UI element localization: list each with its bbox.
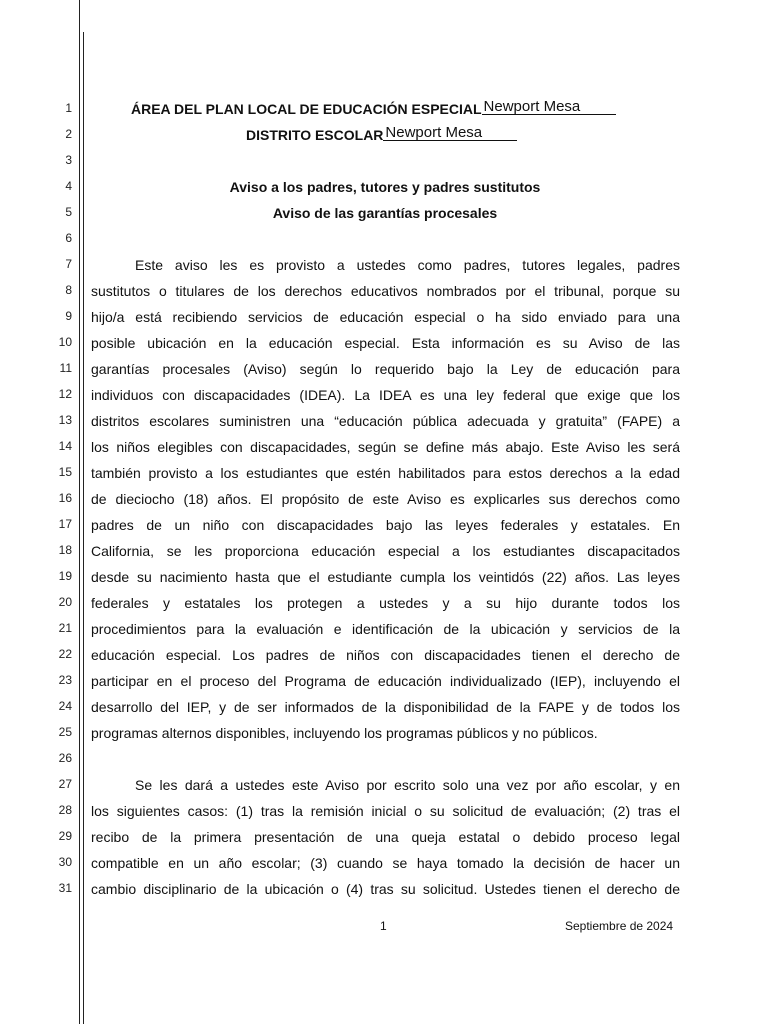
line-number: 5	[65, 205, 72, 219]
line-number: 21	[58, 621, 72, 635]
body-line: los siguientes casos: (1) tras la remisión inicial o su solicitud de evaluación; (2) tras el	[91, 803, 680, 819]
area-label: ÁREA DEL PLAN LOCAL DE EDUCACIÓN ESPECIAL	[131, 101, 482, 117]
line-number: 2	[65, 127, 72, 141]
left-margin-rule-inner	[83, 32, 84, 1024]
body-line: educación especial. Los padres de niños con discapacidades tienen el derecho de	[91, 647, 680, 663]
body-line: participar en el proceso del Programa de educación individualizado (IEP), incluyendo el	[91, 673, 680, 689]
line-number: 9	[65, 309, 72, 323]
body-line: cambio disciplinario de la ubicación o (4) tras su solicitud. Ustedes tienen el derecho de	[91, 881, 680, 897]
body-line: recibo de la primera presentación de una queja estatal o debido proceso legal	[91, 829, 680, 845]
line-number: 1	[65, 101, 72, 115]
body-line: California, se les proporciona educación especial a los estudiantes discapacitados	[91, 543, 680, 559]
district-heading	[246, 124, 517, 144]
body-line: procedimientos para la evaluación e identificación de la ubicación y servicios de la	[91, 621, 680, 637]
body-line: hijo/a está recibiendo servicios de educación especial o ha sido enviado para una	[91, 309, 680, 325]
line-number: 17	[58, 517, 72, 531]
body-line: individuos con discapacidades (IDEA). La IDEA es una ley federal que exige que los	[91, 387, 680, 403]
line-number: 16	[58, 491, 72, 505]
line-number: 18	[58, 543, 72, 557]
line-number: 31	[58, 881, 72, 895]
area-field[interactable]: Newport Mesa	[482, 99, 616, 115]
district-label: DISTRITO ESCOLAR	[246, 127, 384, 143]
line-number: 3	[65, 153, 72, 167]
line-number: 14	[58, 439, 72, 453]
line-number: 15	[58, 465, 72, 479]
line-number: 28	[58, 803, 72, 817]
body-line: distritos escolares suministren una “educación pública adecuada y gratuita” (FAPE) a	[91, 413, 680, 429]
footer-date: Septiembre de 2024	[565, 919, 674, 933]
line-number: 26	[58, 751, 72, 765]
body-line: desarrollo del IEP, y de ser informados de la disponibilidad de la FAPE y de todos los	[91, 699, 680, 715]
line-number: 25	[58, 725, 72, 739]
body-line: los niños elegibles con discapacidades, según se define más abajo. Este Aviso les será	[91, 439, 680, 455]
line-number: 11	[59, 361, 72, 375]
body-line: Se les dará a ustedes este Aviso por escrito solo una vez por año escolar, y en	[135, 777, 680, 793]
body-line: programas alternos disponibles, incluyendo los programas públicos y no públicos.	[91, 725, 598, 741]
body-line: desde su nacimiento hasta que el estudiante cumpla los veintidós (22) años. Las leyes	[91, 569, 680, 585]
document-title: Aviso a los padres, tutores y padres sustitutos	[229, 179, 541, 195]
body-line: también provisto a los estudiantes que estén habilitados para estos derechos a la edad	[91, 465, 680, 481]
line-number: 27	[58, 777, 72, 791]
line-number: 20	[58, 595, 72, 609]
line-number: 23	[58, 673, 72, 687]
line-number: 13	[58, 413, 72, 427]
line-number: 7	[65, 257, 72, 271]
line-number: 6	[65, 231, 72, 245]
page-number: 1	[380, 919, 387, 933]
body-line: sustitutos o titulares de los derechos educativos nombrados por el tribunal, porque su	[91, 283, 680, 299]
body-line: posible ubicación en la educación especial. Esta información es su Aviso de las	[91, 335, 680, 351]
body-line: Este aviso les es provisto a ustedes como padres, tutores legales, padres	[135, 257, 680, 273]
line-number: 19	[58, 569, 72, 583]
document-subtitle: Aviso de las garantías procesales	[272, 205, 498, 221]
line-number: 10	[58, 335, 72, 349]
body-line: compatible en un año escolar; (3) cuando se haya tomado la decisión de hacer un	[91, 855, 680, 871]
body-line: padres de un niño con discapacidades bajo las leyes federales y estatales. En	[91, 517, 680, 533]
left-margin-rule	[79, 0, 80, 1024]
line-number: 22	[58, 647, 72, 661]
body-line: federales y estatales los protegen a ustedes y a su hijo durante todos los	[91, 595, 680, 611]
line-number: 12	[58, 387, 72, 401]
line-number: 8	[65, 283, 72, 297]
line-number: 24	[58, 699, 72, 713]
line-number: 4	[65, 179, 72, 193]
line-number: 29	[58, 829, 72, 843]
line-number: 30	[58, 855, 72, 869]
area-heading	[131, 98, 616, 118]
body-line: garantías procesales (Aviso) según lo requerido bajo la Ley de educación para	[91, 361, 680, 377]
district-field[interactable]: Newport Mesa	[383, 125, 517, 141]
body-line: de dieciocho (18) años. El propósito de este Aviso es explicarles sus derechos como	[91, 491, 680, 507]
